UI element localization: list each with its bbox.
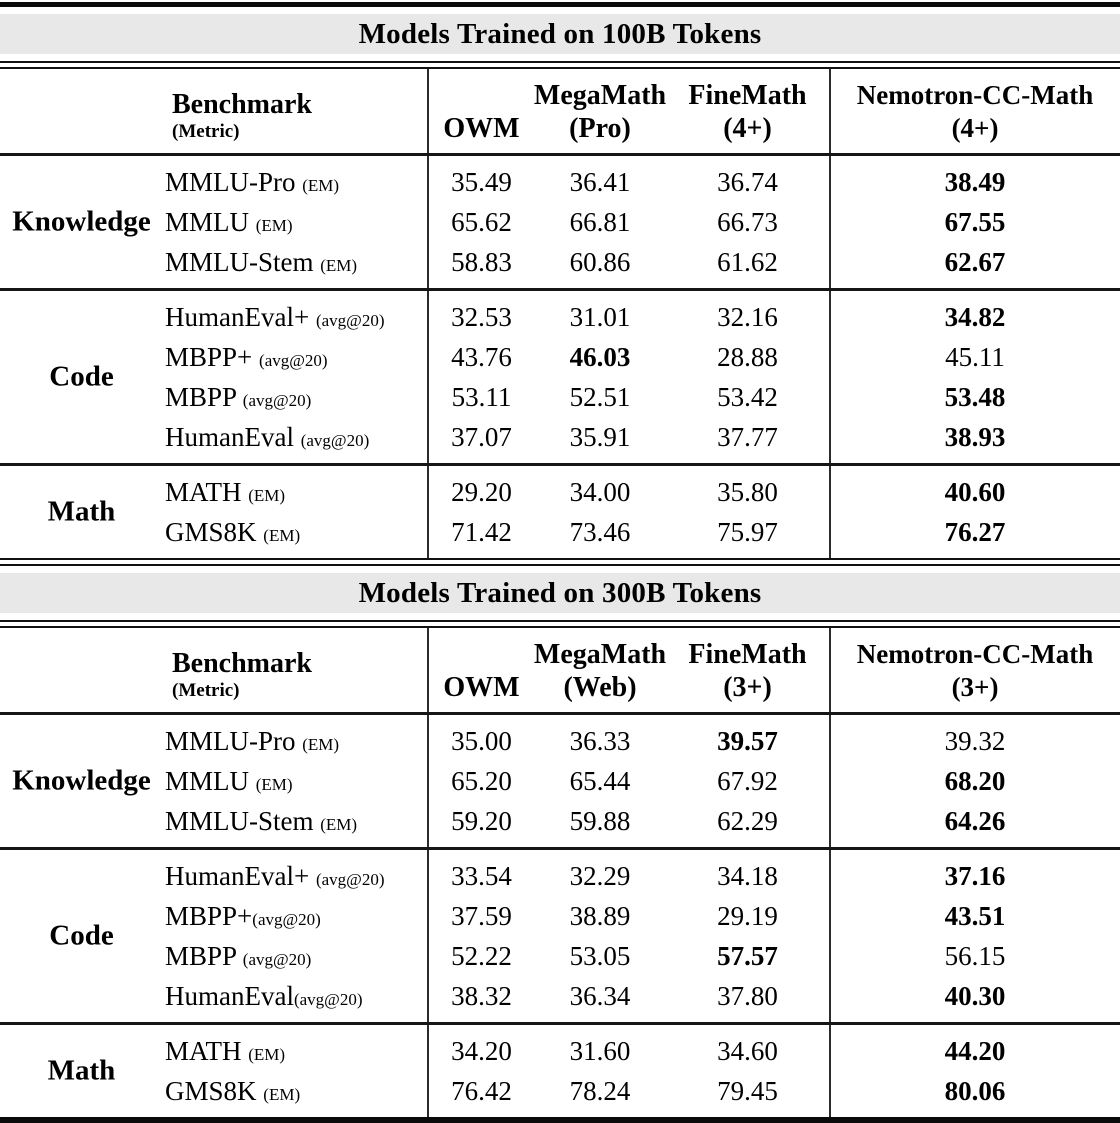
score-cell: 53.11 <box>451 381 512 412</box>
score-cell: 35.91 <box>569 421 631 452</box>
benchmark-name: HumanEval+ <box>165 301 310 332</box>
score-cell: 32.29 <box>569 860 631 891</box>
table-100b-tokens <box>0 14 1120 558</box>
score-cell: 36.33 <box>569 725 631 756</box>
column-header-line2: (3+) <box>951 672 999 702</box>
column-rule <box>829 715 831 847</box>
table-300b-tokens <box>0 573 1120 1117</box>
double-rule <box>0 61 1120 69</box>
benchmark-metric: (EM) <box>255 215 293 235</box>
benchmark-metric: (avg@20) <box>315 869 385 889</box>
column-header-line2: OWM <box>443 672 520 703</box>
score-cell: 44.20 <box>944 1035 1006 1066</box>
score-cell: 66.73 <box>717 206 778 237</box>
column-header-line2: (4+) <box>723 113 772 144</box>
column-header-owm <box>428 628 535 712</box>
benchmark-name: GMS8K <box>165 1075 257 1106</box>
column-rule <box>829 628 831 712</box>
score-cell: 58.83 <box>451 246 512 277</box>
column-header-line2: (4+) <box>951 113 999 143</box>
benchmark-header <box>163 648 428 712</box>
benchmark-row <box>0 761 1120 801</box>
benchmark-metric: (avg@20) <box>259 350 328 370</box>
score-cell: 40.30 <box>944 980 1006 1011</box>
column-header-line2: OWM <box>443 113 520 144</box>
benchmark-row <box>0 202 1120 242</box>
benchmark-cell <box>163 806 428 837</box>
score-cell: 32.16 <box>717 301 778 332</box>
column-header-owm <box>428 69 535 153</box>
score-cell: 46.03 <box>569 341 631 372</box>
benchmark-cell <box>163 167 428 198</box>
score-cell: 61.62 <box>717 246 778 277</box>
score-cell: 28.88 <box>717 341 778 372</box>
benchmark-name: MMLU <box>165 206 250 237</box>
column-header-line2: (Pro) <box>569 113 631 144</box>
score-cell: 36.74 <box>717 166 778 197</box>
score-cell: 75.97 <box>717 516 778 547</box>
benchmark-row <box>0 1031 1120 1071</box>
section-label: Code <box>49 360 114 393</box>
score-cell: 59.20 <box>451 805 512 836</box>
benchmark-metric: (EM) <box>320 255 358 275</box>
benchmark-row <box>0 801 1120 841</box>
benchmark-metric: (EM) <box>263 525 301 545</box>
score-cell: 38.93 <box>944 421 1006 452</box>
benchmark-name: MMLU <box>165 765 250 796</box>
benchmark-name: MMLU-Pro <box>165 166 296 197</box>
column-rule <box>829 466 831 558</box>
benchmark-row <box>0 162 1120 202</box>
score-cell: 29.20 <box>451 476 512 507</box>
score-cell: 36.34 <box>569 980 631 1011</box>
benchmark-cell <box>163 342 428 373</box>
score-cell: 66.81 <box>569 206 631 237</box>
benchmark-row <box>0 896 1120 936</box>
benchmark-cell <box>163 1076 428 1107</box>
benchmark-name: MMLU-Stem <box>165 805 314 836</box>
benchmark-header-label: Benchmark <box>172 648 312 679</box>
score-cell: 65.44 <box>569 765 631 796</box>
column-header-line1: FineMath <box>688 80 807 111</box>
column-rule <box>829 291 831 463</box>
benchmark-row <box>0 976 1120 1016</box>
benchmark-metric: (avg@20) <box>293 989 363 1009</box>
score-cell: 35.00 <box>451 725 512 756</box>
benchmark-cell <box>163 941 428 972</box>
benchmark-row <box>0 377 1120 417</box>
benchmark-cell <box>163 422 428 453</box>
score-cell: 59.88 <box>569 805 631 836</box>
column-rule <box>829 69 831 153</box>
section-math <box>0 466 1120 558</box>
benchmark-metric: (EM) <box>263 1084 301 1104</box>
score-cell: 53.42 <box>717 381 778 412</box>
benchmark-cell <box>163 207 428 238</box>
double-rule <box>0 620 1120 628</box>
score-cell: 43.76 <box>451 341 512 372</box>
score-cell: 71.42 <box>451 516 512 547</box>
metric-header-label: (Metric) <box>172 680 240 701</box>
benchmark-name: MATH <box>165 1035 242 1066</box>
benchmark-name: MMLU-Stem <box>165 246 314 277</box>
column-header-line1: MegaMath <box>533 80 667 111</box>
table-title-band <box>0 573 1120 613</box>
column-rule <box>427 69 429 153</box>
benchmark-metric: (avg@20) <box>315 310 385 330</box>
score-cell: 34.18 <box>717 860 778 891</box>
benchmark-header <box>163 89 428 153</box>
benchmark-metric: (EM) <box>248 1044 286 1064</box>
section-label: Knowledge <box>12 205 151 238</box>
section-math <box>0 1025 1120 1117</box>
column-header-nemotron <box>830 628 1120 712</box>
benchmark-cell <box>163 1036 428 1067</box>
section-code <box>0 291 1120 463</box>
benchmark-metric: (avg@20) <box>242 390 312 410</box>
score-cell: 76.42 <box>451 1075 512 1106</box>
score-cell: 73.46 <box>569 516 631 547</box>
column-rule <box>427 466 429 558</box>
column-header-line1: Nemotron-CC-Math <box>856 80 1094 110</box>
score-cell: 65.20 <box>451 765 512 796</box>
benchmark-name: MMLU-Pro <box>165 725 296 756</box>
benchmark-name: MBPP <box>165 940 237 971</box>
benchmark-metric: (EM) <box>302 734 340 754</box>
benchmark-metric: (avg@20) <box>300 430 370 450</box>
score-cell: 33.54 <box>451 860 512 891</box>
benchmark-cell <box>163 901 428 932</box>
benchmark-header-label: Benchmark <box>172 89 312 120</box>
score-cell: 67.55 <box>944 206 1006 237</box>
benchmark-name: HumanEval+ <box>165 860 310 891</box>
column-rule <box>427 1025 429 1117</box>
column-rule <box>427 156 429 288</box>
benchmark-row <box>0 297 1120 337</box>
benchmark-row <box>0 721 1120 761</box>
section-knowledge <box>0 715 1120 847</box>
benchmark-cell <box>163 247 428 278</box>
score-cell: 29.19 <box>717 900 778 931</box>
benchmark-row <box>0 856 1120 896</box>
score-cell: 35.49 <box>451 166 512 197</box>
score-cell: 35.80 <box>717 476 778 507</box>
benchmark-cell <box>163 861 428 892</box>
score-cell: 38.89 <box>569 900 631 931</box>
column-rule <box>829 850 831 1022</box>
score-cell: 80.06 <box>944 1075 1006 1106</box>
benchmark-cell <box>163 302 428 333</box>
benchmark-row <box>0 242 1120 282</box>
score-cell: 79.45 <box>717 1075 778 1106</box>
score-cell: 57.57 <box>717 940 778 971</box>
benchmark-row <box>0 417 1120 457</box>
benchmark-cell <box>163 981 428 1012</box>
metric-header-label: (Metric) <box>172 121 240 142</box>
benchmark-row <box>0 337 1120 377</box>
score-cell: 39.32 <box>944 725 1006 756</box>
table-title-band <box>0 14 1120 54</box>
score-cell: 62.67 <box>944 246 1006 277</box>
section-label: Math <box>47 1054 116 1087</box>
benchmark-metric: (EM) <box>255 774 293 794</box>
column-rule <box>829 1025 831 1117</box>
column-header-finemath <box>665 628 830 712</box>
score-cell: 68.20 <box>944 765 1006 796</box>
column-header-row <box>0 69 1120 153</box>
score-cell: 45.11 <box>945 341 1005 372</box>
score-cell: 78.24 <box>569 1075 631 1106</box>
score-cell: 37.80 <box>717 980 778 1011</box>
score-cell: 56.15 <box>944 940 1006 971</box>
score-cell: 62.29 <box>717 805 778 836</box>
score-cell: 32.53 <box>451 301 512 332</box>
benchmark-cell <box>163 517 428 548</box>
score-cell: 64.26 <box>944 805 1006 836</box>
double-rule <box>0 558 1120 566</box>
column-header-megamath <box>535 628 665 712</box>
score-cell: 31.01 <box>569 301 631 332</box>
score-cell: 39.57 <box>717 725 778 756</box>
benchmark-metric: (avg@20) <box>242 949 312 969</box>
table-title: Models Trained on 100B Tokens <box>358 17 762 50</box>
score-cell: 37.16 <box>944 860 1006 891</box>
benchmark-name: MATH <box>165 476 242 507</box>
column-header-finemath <box>665 69 830 153</box>
score-cell: 76.27 <box>944 516 1006 547</box>
score-cell: 60.86 <box>569 246 631 277</box>
benchmark-row <box>0 472 1120 512</box>
column-rule <box>427 628 429 712</box>
benchmark-metric: (avg@20) <box>252 909 321 929</box>
column-header-line1: Nemotron-CC-Math <box>856 639 1094 669</box>
benchmark-name: HumanEval <box>165 421 294 452</box>
column-rule <box>829 156 831 288</box>
score-cell: 52.51 <box>569 381 631 412</box>
table-top-rule <box>0 2 1120 7</box>
score-cell: 37.77 <box>717 421 778 452</box>
score-cell: 67.92 <box>717 765 778 796</box>
column-header-line1: MegaMath <box>533 639 667 670</box>
table-bottom-rule <box>0 1117 1120 1123</box>
score-cell: 38.49 <box>944 166 1006 197</box>
benchmark-metric: (EM) <box>248 485 286 505</box>
benchmark-name: MBPP+ <box>165 341 253 372</box>
column-rule <box>427 850 429 1022</box>
benchmark-row <box>0 936 1120 976</box>
score-cell: 36.41 <box>569 166 631 197</box>
column-rule <box>427 291 429 463</box>
benchmark-cell <box>163 766 428 797</box>
score-cell: 43.51 <box>944 900 1006 931</box>
section-code <box>0 850 1120 1022</box>
benchmark-cell <box>163 726 428 757</box>
score-cell: 53.05 <box>569 940 631 971</box>
score-cell: 37.07 <box>451 421 512 452</box>
score-cell: 34.00 <box>569 476 631 507</box>
column-header-line2: (Web) <box>563 672 637 703</box>
score-cell: 34.82 <box>944 301 1006 332</box>
score-cell: 34.60 <box>717 1035 778 1066</box>
column-rule <box>427 715 429 847</box>
score-cell: 37.59 <box>451 900 512 931</box>
column-header-nemotron <box>830 69 1120 153</box>
benchmark-name: MBPP <box>165 381 237 412</box>
benchmark-row <box>0 1071 1120 1111</box>
benchmark-name: HumanEval <box>165 980 294 1011</box>
score-cell: 31.60 <box>569 1035 631 1066</box>
benchmark-row <box>0 512 1120 552</box>
section-label: Math <box>47 495 116 528</box>
column-header-line2: (3+) <box>723 672 772 703</box>
score-cell: 52.22 <box>451 940 512 971</box>
column-header-row <box>0 628 1120 712</box>
section-knowledge <box>0 156 1120 288</box>
benchmark-cell <box>163 382 428 413</box>
table-title: Models Trained on 300B Tokens <box>358 576 762 609</box>
benchmark-metric: (EM) <box>302 175 340 195</box>
section-label: Knowledge <box>12 764 151 797</box>
score-cell: 40.60 <box>944 476 1006 507</box>
benchmark-metric: (EM) <box>320 814 358 834</box>
benchmark-name: MBPP+ <box>165 900 253 931</box>
column-header-line1: FineMath <box>688 639 807 670</box>
benchmark-name: GMS8K <box>165 516 257 547</box>
score-cell: 38.32 <box>451 980 512 1011</box>
score-cell: 65.62 <box>451 206 512 237</box>
section-label: Code <box>49 919 114 952</box>
score-cell: 53.48 <box>944 381 1006 412</box>
score-cell: 34.20 <box>451 1035 512 1066</box>
column-header-megamath <box>535 69 665 153</box>
benchmark-cell <box>163 477 428 508</box>
